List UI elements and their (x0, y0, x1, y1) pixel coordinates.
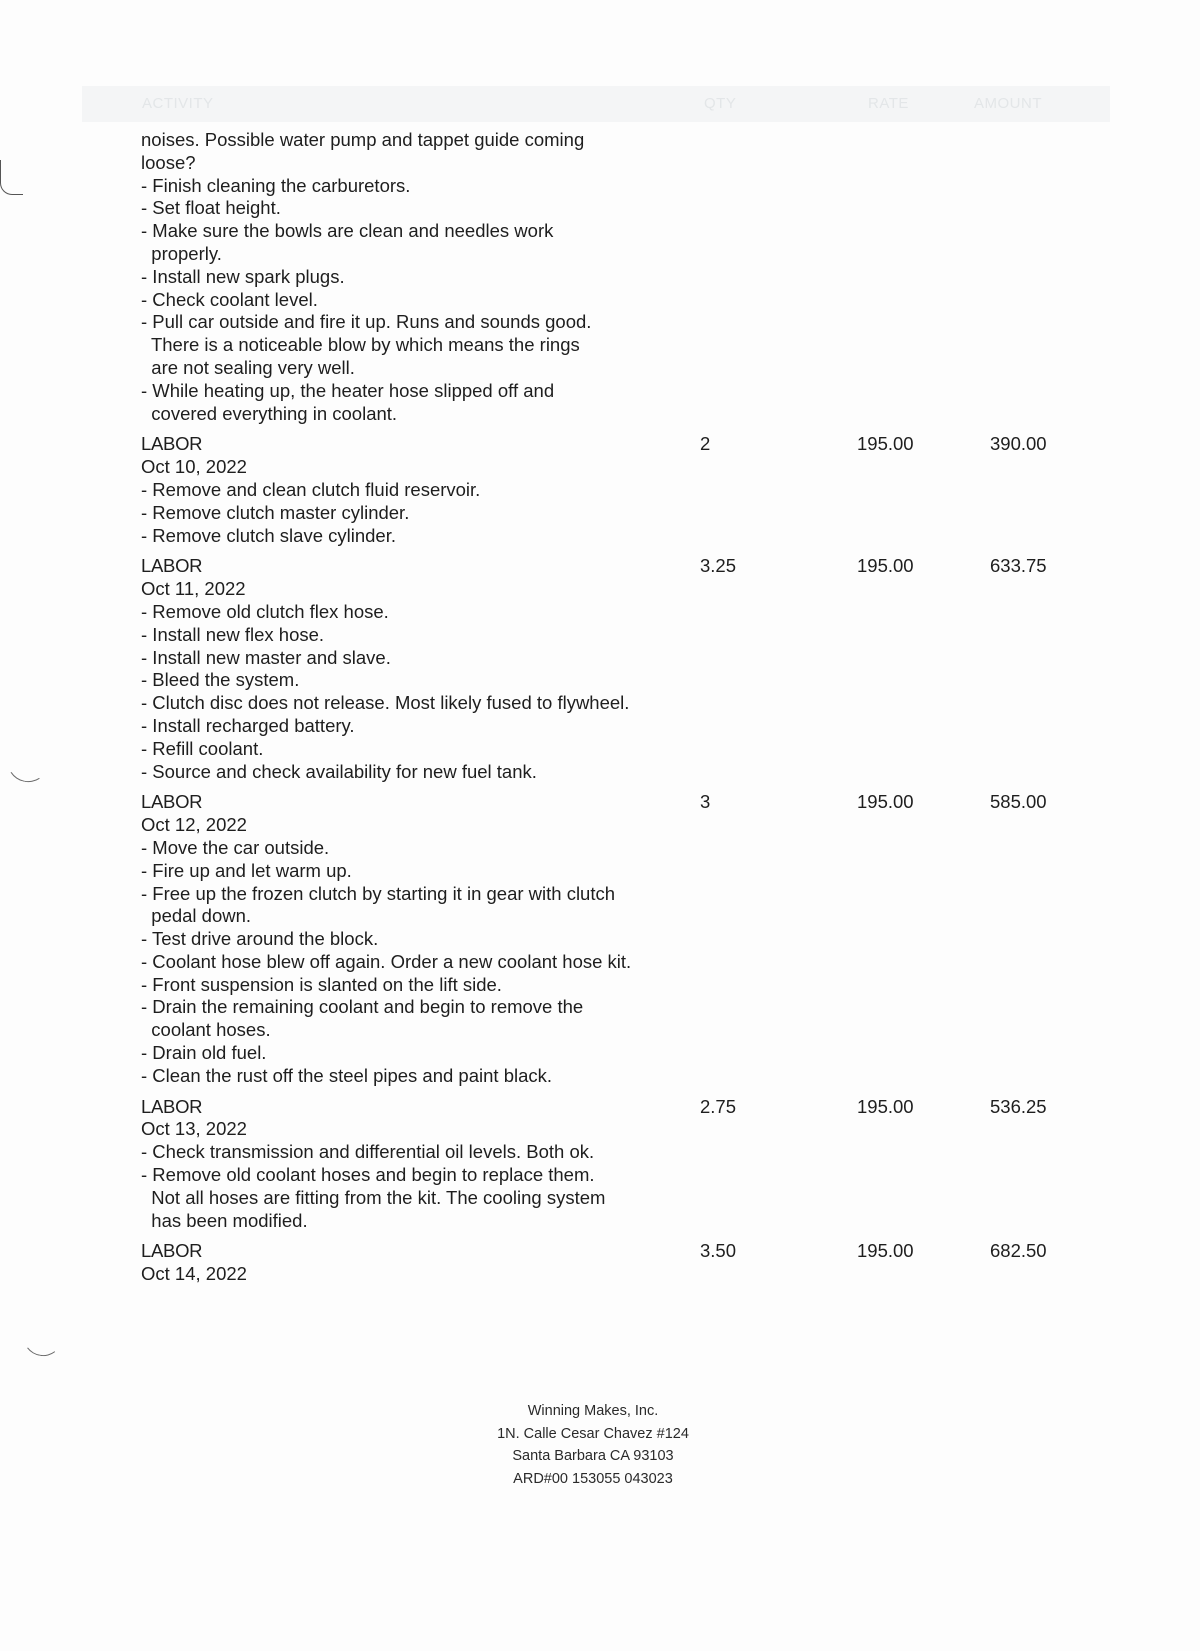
description-line: are not sealing very well. (141, 356, 355, 378)
description-line: - Make sure the bowls are clean and needles work (141, 220, 554, 242)
column-header-amount: AMOUNT (974, 95, 1042, 112)
description-line: - Install new spark plugs. (141, 265, 345, 287)
description-line: - Clutch disc does not release. Most likely fused to flywheel. (141, 692, 630, 714)
item-qty: 3.25 (700, 555, 737, 577)
description-line: - Install new flex hose. (141, 623, 325, 645)
item-amount: 682.50 (990, 1240, 1047, 1262)
description-line: - Free up the frozen clutch by starting it in gear with clutch (141, 882, 616, 904)
description-line: - Check coolant level. (141, 288, 318, 310)
item-date: Oct 11, 2022 (141, 578, 246, 600)
item-qty: 3.50 (700, 1240, 737, 1262)
description-line: - While heating up, the heater hose slipped off and (141, 379, 555, 401)
item-qty: 2 (700, 433, 711, 455)
description-line: - Remove clutch master cylinder. (141, 501, 410, 523)
description-line: - Front suspension is slanted on the lift side. (141, 973, 502, 995)
description-line: Not all hoses are fitting from the kit. The cooling system (141, 1186, 606, 1208)
description-line: - Clean the rust off the steel pipes and paint black. (141, 1064, 553, 1086)
description-line: - Drain the remaining coolant and begin to remove the (141, 996, 584, 1018)
description-line: noises. Possible water pump and tappet guide coming (141, 129, 585, 150)
description-line: - Bleed the system. (141, 669, 300, 691)
item-title: LABOR (141, 555, 203, 577)
description-line: - Remove old coolant hoses and begin to replace them. (141, 1164, 595, 1186)
description-line: - Set float height. (141, 197, 281, 219)
continued-description (141, 129, 1071, 425)
description-line: - Pull car outside and fire it up. Runs and sounds good. (141, 311, 592, 333)
description-line: - Drain old fuel. (141, 1042, 267, 1064)
item-title: LABOR (141, 433, 203, 455)
description-line: properly. (141, 242, 222, 264)
item-title: LABOR (141, 1240, 203, 1262)
description-line: - Fire up and let warm up. (141, 859, 352, 881)
item-rate: 195.00 (857, 555, 914, 577)
labor-item (141, 1096, 1071, 1233)
description-line: - Move the car outside. (141, 836, 330, 858)
labor-item (141, 1240, 1071, 1286)
labor-item (141, 433, 1071, 547)
item-amount: 536.25 (990, 1095, 1047, 1117)
item-date: Oct 14, 2022 (141, 1263, 247, 1285)
description-line: - Remove and clean clutch fluid reservoir. (141, 478, 481, 500)
description-line: has been modified. (141, 1209, 308, 1231)
item-rate: 195.00 (857, 1240, 914, 1262)
labor-items (141, 433, 1071, 1286)
column-header-qty: QTY (704, 95, 737, 112)
item-title: LABOR (141, 791, 203, 813)
description-line: - Source and check availability for new fuel tank. (141, 760, 537, 782)
binder-hole-mark (21, 1329, 64, 1358)
description-line: There is a noticeable blow by which means the rings (141, 334, 580, 356)
staple-mark (0, 160, 23, 195)
labor-item (141, 791, 1071, 1087)
description-line: coolant hoses. (141, 1019, 271, 1041)
labor-item (141, 555, 1071, 783)
description-line: - Finish cleaning the carburetors. (141, 174, 411, 196)
description-line: covered everything in coolant. (141, 402, 398, 424)
description-line: - Coolant hose blew off again. Order a new coolant hose kit. (141, 950, 632, 972)
item-rate: 195.00 (857, 1095, 914, 1117)
column-header-activity: ACTIVITY (142, 95, 214, 112)
item-qty: 3 (700, 791, 711, 813)
column-header-rate: RATE (868, 95, 909, 112)
description-line: - Remove old clutch flex hose. (141, 600, 389, 622)
description-line: - Test drive around the block. (141, 928, 379, 950)
description-line: loose? (141, 151, 196, 173)
table-header (82, 86, 1110, 122)
company-footer (400, 1400, 786, 1490)
item-date: Oct 12, 2022 (141, 814, 247, 836)
item-rate: 195.00 (857, 791, 914, 813)
description-line: - Install new master and slave. (141, 646, 391, 668)
company-city: Santa Barbara CA 93103 (512, 1448, 674, 1464)
item-date: Oct 13, 2022 (141, 1118, 247, 1140)
item-amount: 585.00 (990, 791, 1047, 813)
description-line: - Remove clutch slave cylinder. (141, 524, 396, 546)
item-amount: 633.75 (990, 555, 1047, 577)
company-address: 1N. Calle Cesar Chavez #124 (497, 1425, 689, 1442)
item-qty: 2.75 (700, 1095, 737, 1117)
company-name: Winning Makes, Inc. (527, 1403, 659, 1419)
item-rate: 195.00 (857, 433, 914, 455)
description-line: - Install recharged battery. (141, 714, 355, 736)
description-line: pedal down. (141, 905, 252, 927)
binder-hole-mark (3, 748, 50, 786)
item-date: Oct 10, 2022 (141, 456, 247, 478)
item-title: LABOR (141, 1095, 203, 1117)
description-line: - Refill coolant. (141, 737, 264, 759)
company-ard-number: ARD#00 153055 043023 (513, 1470, 673, 1487)
item-amount: 390.00 (990, 433, 1047, 455)
description-line: - Check transmission and differential oil levels. Both ok. (141, 1141, 595, 1163)
line-items (141, 129, 1071, 1286)
